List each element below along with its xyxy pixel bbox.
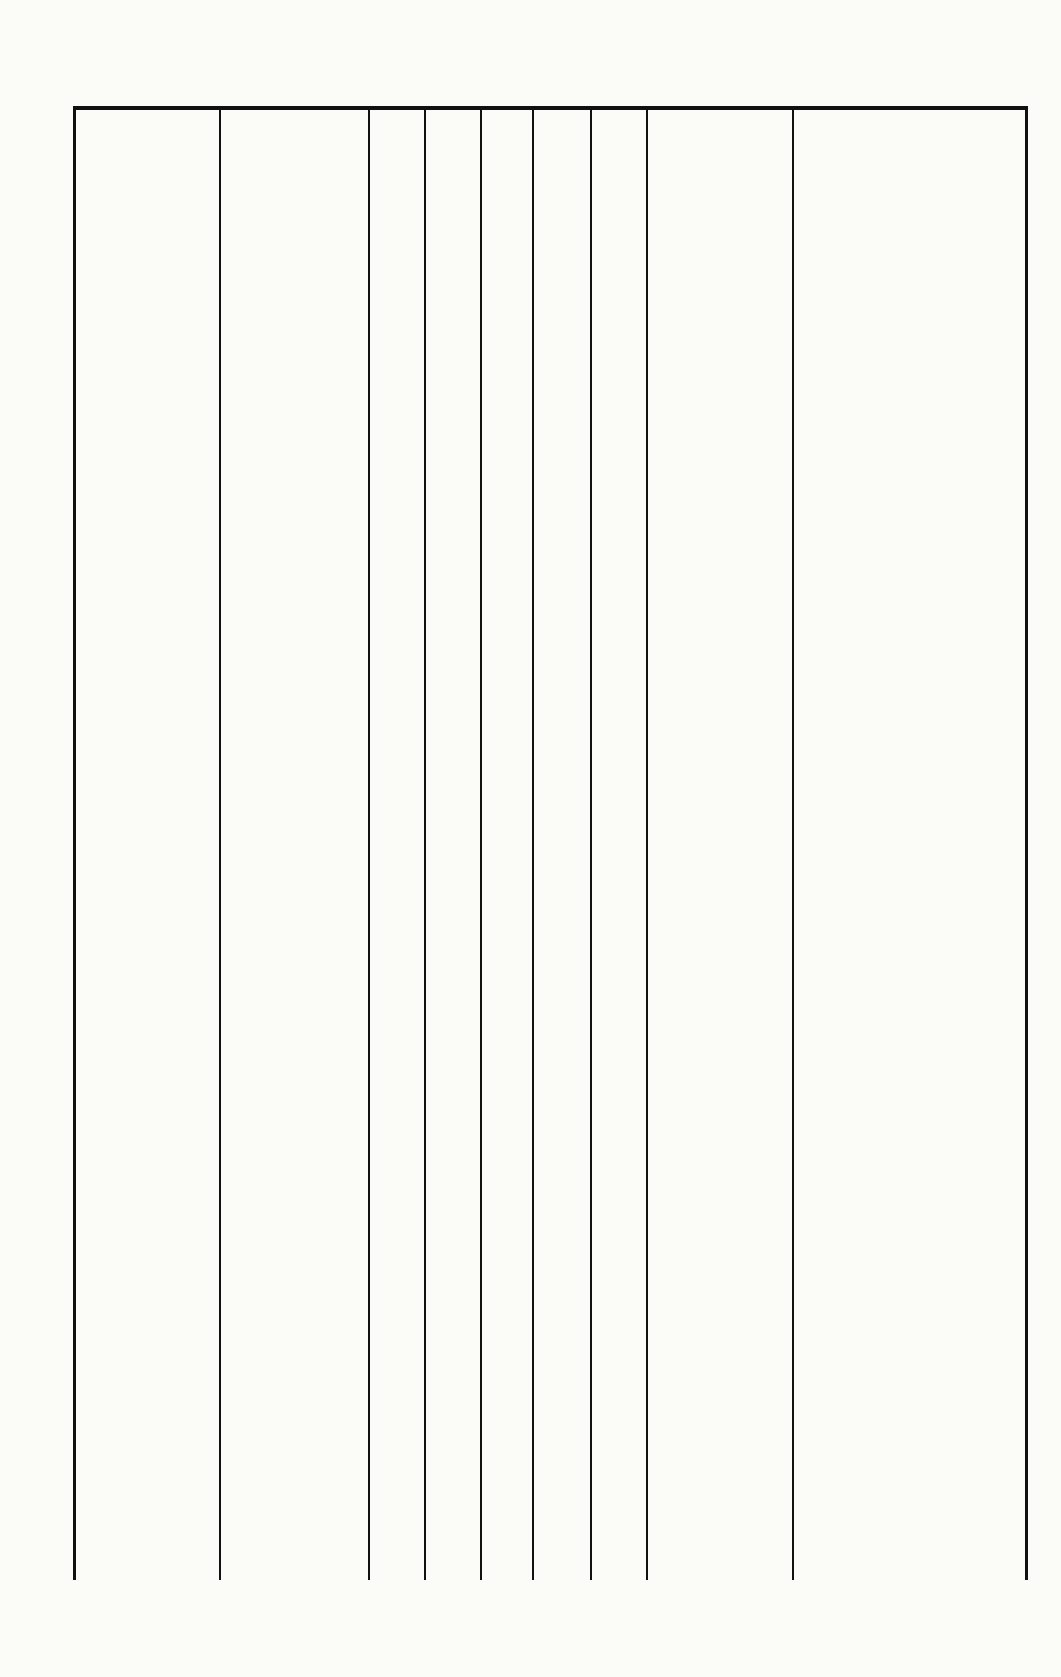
- column-rule: [424, 110, 426, 1580]
- column-rule: [368, 110, 370, 1580]
- column-rule: [590, 110, 592, 1580]
- column-rule: [792, 110, 794, 1580]
- column-rule: [646, 110, 648, 1580]
- column-rule: [1025, 110, 1028, 1580]
- table-top-rule: [73, 106, 1028, 110]
- column-rule: [532, 110, 534, 1580]
- column-rule: [480, 110, 482, 1580]
- column-rule: [219, 110, 221, 1580]
- column-rule: [73, 110, 76, 1580]
